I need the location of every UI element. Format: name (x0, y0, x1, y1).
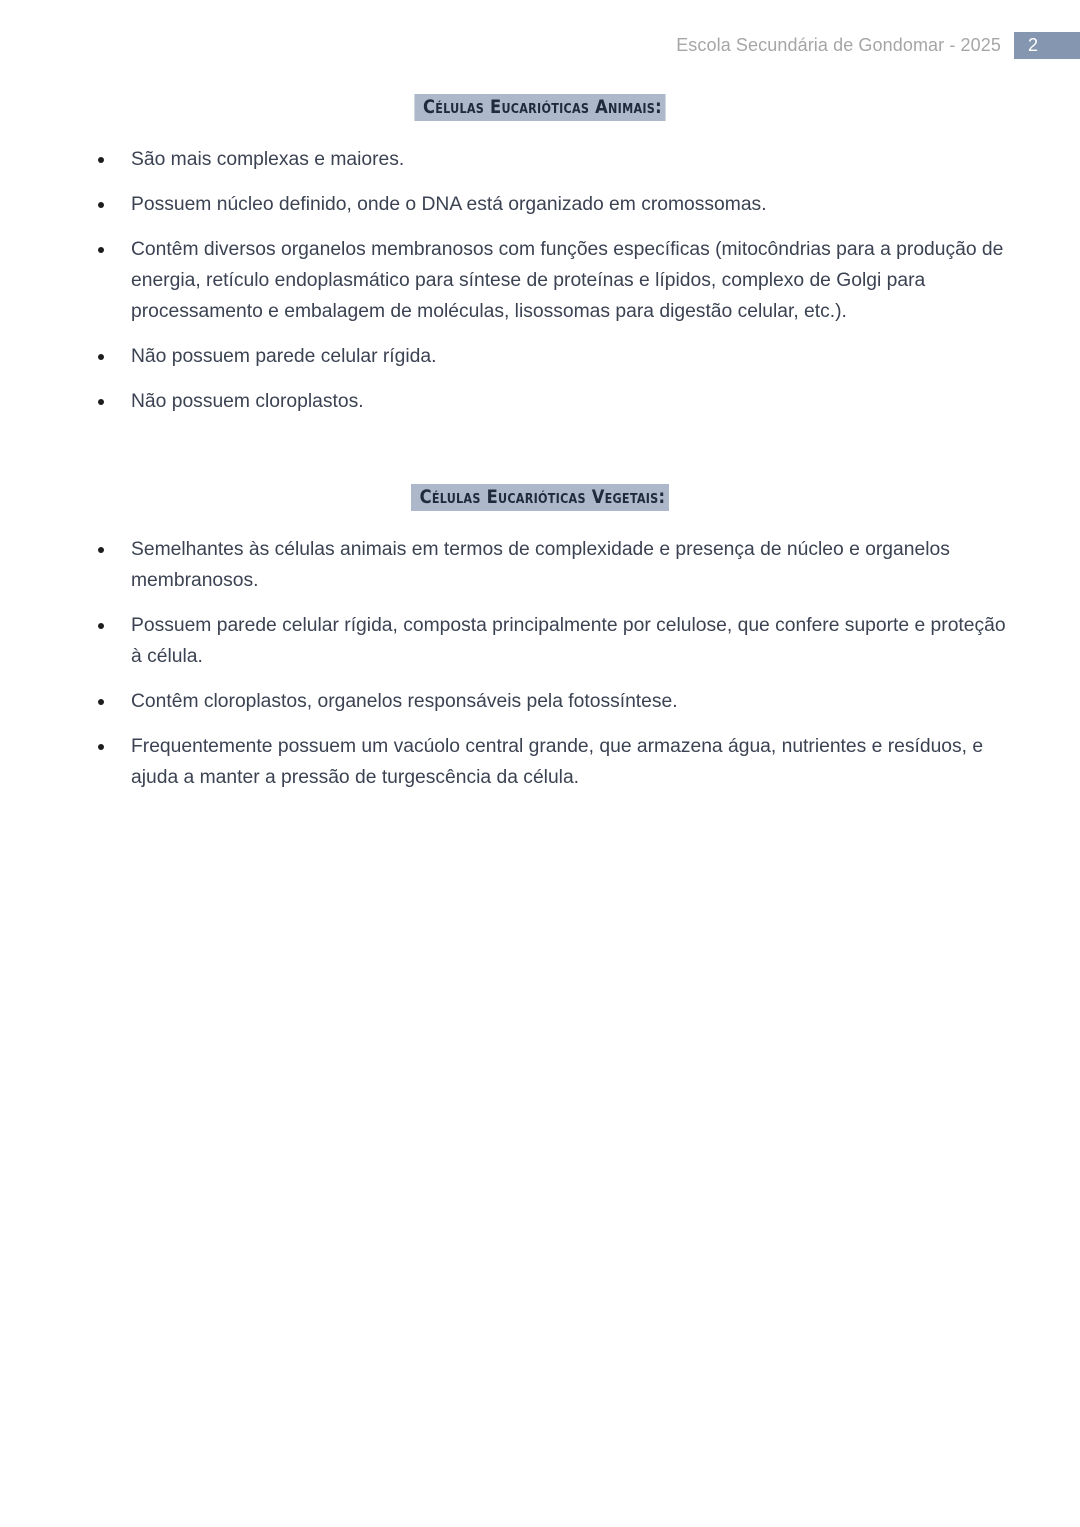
list-item-text: Possuem parede celular rígida, composta principalmente por celulose, que confere suporte e proteção à célula. (131, 615, 1006, 667)
list-item (96, 341, 1016, 372)
bullet-icon (98, 399, 104, 405)
animal-cell-list (96, 144, 1016, 431)
bullet-icon (98, 623, 104, 629)
section-heading-plant: Células Eucarióticas Vegetais: (411, 484, 669, 511)
section-animal (0, 94, 1080, 121)
page-number: 2 (1028, 35, 1039, 55)
list-item (96, 234, 1016, 327)
page-header (676, 32, 1080, 59)
list-item-text: Contêm cloroplastos, organelos responsáveis pela fotossíntese. (131, 691, 678, 712)
bullet-icon (98, 354, 104, 360)
bullet-icon (98, 744, 104, 750)
list-item-text: Não possuem cloroplastos. (131, 391, 364, 412)
list-item-text: Possuem núcleo definido, onde o DNA está organizado em cromossomas. (131, 194, 767, 215)
list-item (96, 386, 1016, 417)
bullet-icon (98, 547, 104, 553)
bullet-icon (98, 699, 104, 705)
list-item-text: Contêm diversos organelos membranosos com funções específicas (mitocôndrias para a produção de energia, retículo endoplasmático para síntese de proteínas e lípidos, complexo de Golgi para processamento e embalagem de moléculas, lisossomas para digestão celular, etc.). (131, 239, 1004, 322)
list-item (96, 189, 1016, 220)
bullet-icon (98, 247, 104, 253)
list-item (96, 686, 1016, 717)
plant-cell-list (96, 534, 1016, 807)
list-item (96, 144, 1016, 175)
section-plant (0, 484, 1080, 511)
list-item-text: Não possuem parede celular rígida. (131, 346, 437, 367)
list-item (96, 534, 1016, 596)
header-school-name: Escola Secundária de Gondomar - 2025 (676, 35, 1001, 55)
list-item (96, 731, 1016, 793)
list-item-text: Frequentemente possuem um vacúolo central grande, que armazena água, nutrientes e resíduos, e ajuda a manter a pressão de turgescência da célula. (131, 736, 984, 788)
bullet-icon (98, 157, 104, 163)
section-heading-animal: Células Eucarióticas Animais: (415, 94, 666, 121)
list-item-text: São mais complexas e maiores. (131, 149, 405, 170)
list-item-text: Semelhantes às células animais em termos de complexidade e presença de núcleo e organelos membranosos. (131, 539, 950, 591)
bullet-icon (98, 202, 104, 208)
page-number-badge (1014, 32, 1080, 59)
list-item (96, 610, 1016, 672)
